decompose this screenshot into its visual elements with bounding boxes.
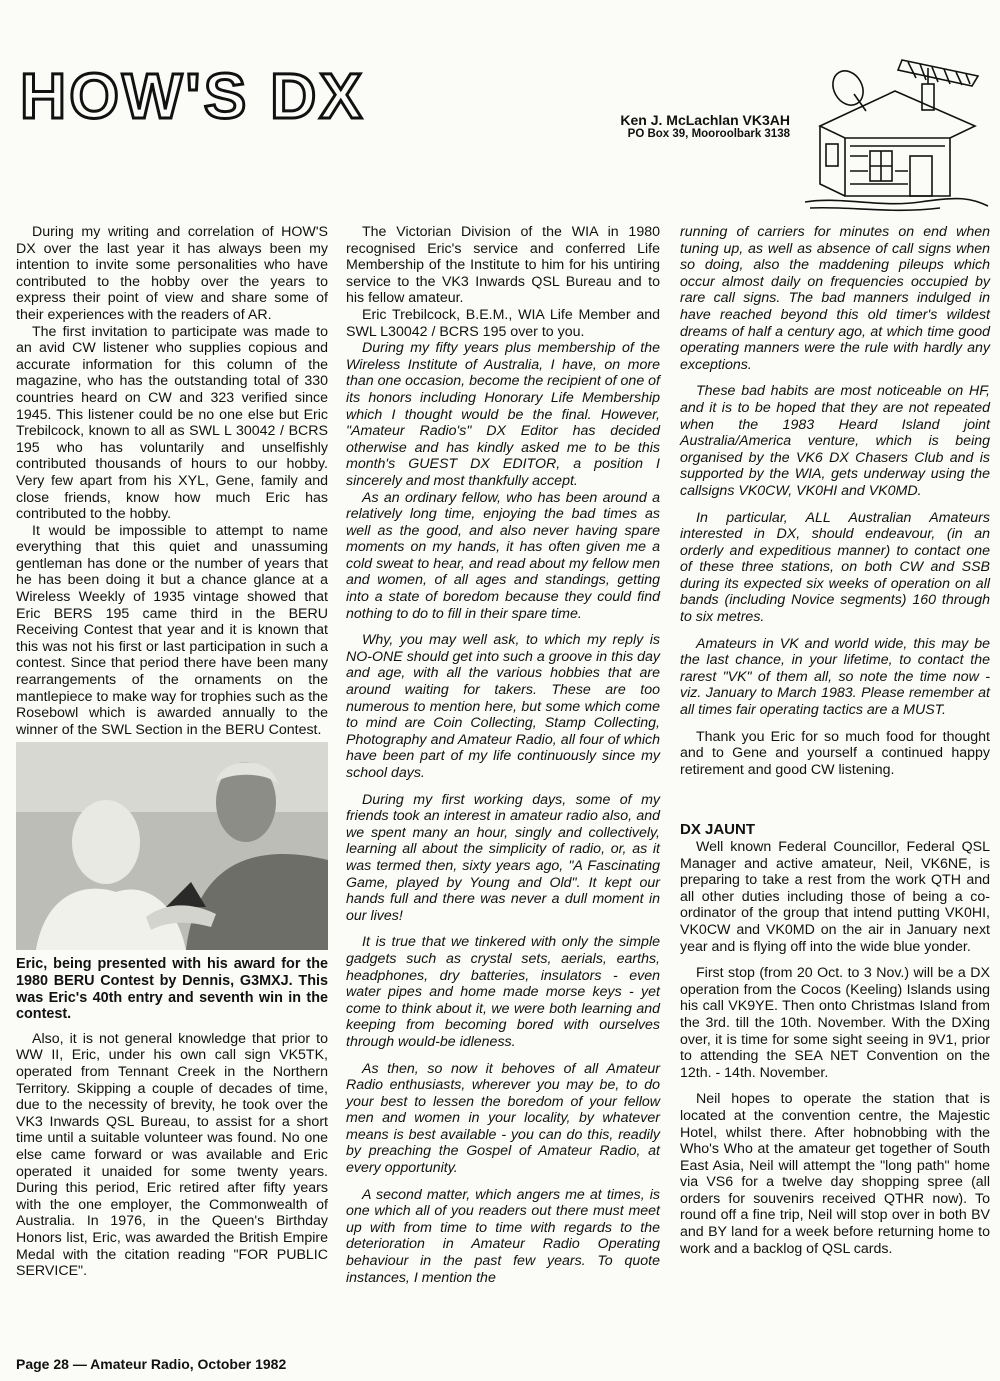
- radio-shack-illustration: [800, 56, 990, 216]
- paragraph: It is true that we tinkered with only the simple gadgets such as crystal sets, aerials, earths, headphones, dry batteries, insulators - even water pipes and home made morse keys - yet come to think about it, we were both learning and keeping from becoming bored with ourselves through would-be idleness.: [346, 934, 660, 1050]
- author-address: PO Box 39, Mooroolbark 3138: [627, 128, 790, 140]
- paragraph: The Victorian Division of the WIA in 1980 recognised Eric's service and conferred Life Membership of the Institute to him for his untiring service to the VK3 Inwards QSL Bureau and to his fellow amateur.: [346, 224, 660, 307]
- column-2: [346, 224, 660, 1286]
- paragraph: First stop (from 20 Oct. to 3 Nov.) will be a DX operation from the Cocos (Keeling) Islands using his call VK9YE. Then onto Christmas Island from the 3rd. till the 10th. November. With the DXing over, it is time for some sight seeing in 9V1, prior to attending the SEA NET Convention on the 12th. - 14th. November.: [680, 965, 990, 1081]
- paragraph: Amateurs in VK and world wide, this may be the last chance, in your lifetime, to contact the rarest "VK" of them all, so note the time now - viz. January to March 1983. Please remember at all times fair operating tactics are a MUST.: [680, 635, 990, 719]
- paragraph: These bad habits are most noticeable on HF, and it is to be hoped that they are not repeated when the 1983 Heard Island joint Australia/America venture, which is being organised by the VK6 DX Chasers Club and is supported by the WIA, gets underway using the callsigns VK0CW, VK0HI and VK0MD.: [680, 383, 990, 499]
- paragraph: Thank you Eric for so much food for thought and to Gene and yourself a continued happy retirement and good CW listening.: [680, 728, 990, 778]
- paragraph: A second matter, which angers me at times, is one which all of you readers out there must meet up with from time to time with regards to the deterioration in Amateur Radio Operating behaviour in the past few years. To quote instances, I mention the: [346, 1186, 660, 1286]
- paragraph: The first invitation to participate was made to an avid CW listener who supplies copious and accurate information for this column of the magazine, who has the outstanding total of 330 countries heard on CW and 323 verified since 1945. This listener could be no one else but Eric Trebilcock, known to all as SWL L 30042 / BCRS 195 who has voluntarily and unselfishly contributed thousands of hours to our hobby. Very few apart from his XYL, Gene, family and close friends, know how much Eric has contributed to the hobby.: [16, 323, 328, 523]
- paragraph: Well known Federal Councillor, Federal QSL Manager and active amateur, Neil, VK6NE, is preparing to take a rest from the work QTH and all other duties including those of being a co-ordinator of the group that intend putting VK0HI, VK0CW and VK0MD on the air in January next year and is flying off into the wide blue yonder.: [680, 839, 990, 955]
- byline: [560, 112, 790, 140]
- column-3: [680, 224, 990, 1257]
- masthead-title-text: HOW'S DX: [20, 62, 365, 130]
- author-name: Ken J. McLachlan VK3AH: [620, 112, 790, 128]
- page-footer: Page 28 — Amateur Radio, October 1982: [16, 1356, 287, 1372]
- masthead-title: [16, 62, 396, 130]
- paragraph: During my fifty years plus membership of the Wireless Institute of Australia, I have, on more than one occasion, become the recipient of one of its honors including Honorary Life Membership which I thought would be the final. However, "Amateur Radio's" DX Editor has decided otherwise and has kindly asked me to be this month's GUEST DX EDITOR, a position I sincerely and most thankfully accept.: [346, 340, 660, 489]
- paragraph: During my writing and correlation of HOW'S DX over the last year it has always been my intention to invite some personalities who have contributed to the hobby over the years to express their point of view and share some of their experiences with the readers of AR.: [16, 224, 328, 323]
- section-heading: DX JAUNT: [680, 821, 756, 839]
- paragraph: Why, you may well ask, to which my reply is NO-ONE should get into such a groove in this day and age, with all the various hobbies that are around waiting for takers. These are too numerous to mention here, but some which come to mind are Coin Collecting, Stamp Collecting, Photography and Amateur Radio, all four of which have been part of my life continuously since my school days.: [346, 632, 660, 781]
- column-1: [16, 224, 328, 1280]
- award-photo: [16, 742, 328, 950]
- paragraph: It would be impossible to attempt to name everything that this quiet and unassuming gentleman has done or the number of years that he has been doing it but a chance glance at a Wireless Weekly of 1935 vintage showed that Eric BERS 195 came third in the BERU Receiving Contest that year and it is known that this was not his first or last participation in such a contest. Since that period there have been many rearrangements of the ornaments on the mantlepiece to make way for trophies such as the Rosebowl which is awarded annually to the winner of the SWL Section in the BERU Contest.: [16, 522, 328, 738]
- paragraph: As then, so now it behoves of all Amateur Radio enthusiasts, wherever you may be, to do your best to lessen the boredom of your fellow men and women in your locality, by whatever means is best available - you can do this, readily by preaching the Gospel of Amateur Radio, at every opportunity.: [346, 1060, 660, 1177]
- paragraph: running of carriers for minutes on end when tuning up, as well as absence of call signs when so doing, also the maddening pileups which occur almost daily on frequencies occupied by rare call signs. The bad manners indulged in have reached beyond this old timer's wildest dreams of half a century ago, at which time good operating manners were the rule with hardly any exceptions.: [680, 224, 990, 373]
- paragraph: Neil hopes to operate the station that is located at the convention centre, the Majestic Hotel, whilst there. After hobnobbing with the Who's Who at the amateur get together of South East Asia, Neil will attempt the "long path" home via VS6 for a twelve day shopping spree (all orders for souvenirs received QTHR now). To round off a fine trip, Neil will stop over in both BV and BY land for a week before returning home to work and a backlog of QSL cards.: [680, 1091, 990, 1257]
- paragraph: Also, it is not general knowledge that prior to WW II, Eric, under his own call sign VK5TK, operated from Tennant Creek in the Northern Territory. Skipping a couple of decades of time, due to the necessity of brevity, he took over the VK3 Inwards QSL Bureau, to assist for a short time until a suitable volunteer was found. No one else came forward or was available and Eric operated it unaided for some twenty years. During this period, Eric retired after fifty years with the one employer, the Commonwealth of Australia. In 1976, in the Queen's Birthday Honors list, Eric, was awarded the British Empire Medal with the citation reading "FOR PUBLIC SERVICE".: [16, 1030, 328, 1280]
- paragraph: As an ordinary fellow, who has been around a relatively long time, enjoying the bad times as well as the good, and also never having spare moments on my hands, it has often given me a cold sweat to hear, and read about my fellow men and women, of all ages and standings, getting into a state of boredom because they could find nothing to do to fill in their spare time.: [346, 489, 660, 622]
- paragraph: During my first working days, some of my friends took an interest in amateur radio also, and we spent many an hour, singly and collectively, learning all about the simplicity of radio, or, as it was termed then, sixty years ago, "A Fascinating Game, played by Young and Old". It kept our hands full and there was never a dull moment in our lives!: [346, 791, 660, 924]
- paragraph: Eric Trebilcock, B.E.M., WIA Life Member and SWL L30042 / BCRS 195 over to you.: [346, 306, 660, 340]
- photo-caption: Eric, being presented with his award for the 1980 BERU Contest by Dennis, G3MXJ. This was Eric's 40th entry and seventh win in the contest.: [16, 956, 328, 1023]
- paragraph: In particular, ALL Australian Amateurs interested in DX, should endeavour, (in an orderly and expeditious manner) to contact one of these three stations, on both CW and SSB during its expected six weeks of operation on all bands (including Novice segments) 160 through to six metres.: [680, 509, 990, 626]
